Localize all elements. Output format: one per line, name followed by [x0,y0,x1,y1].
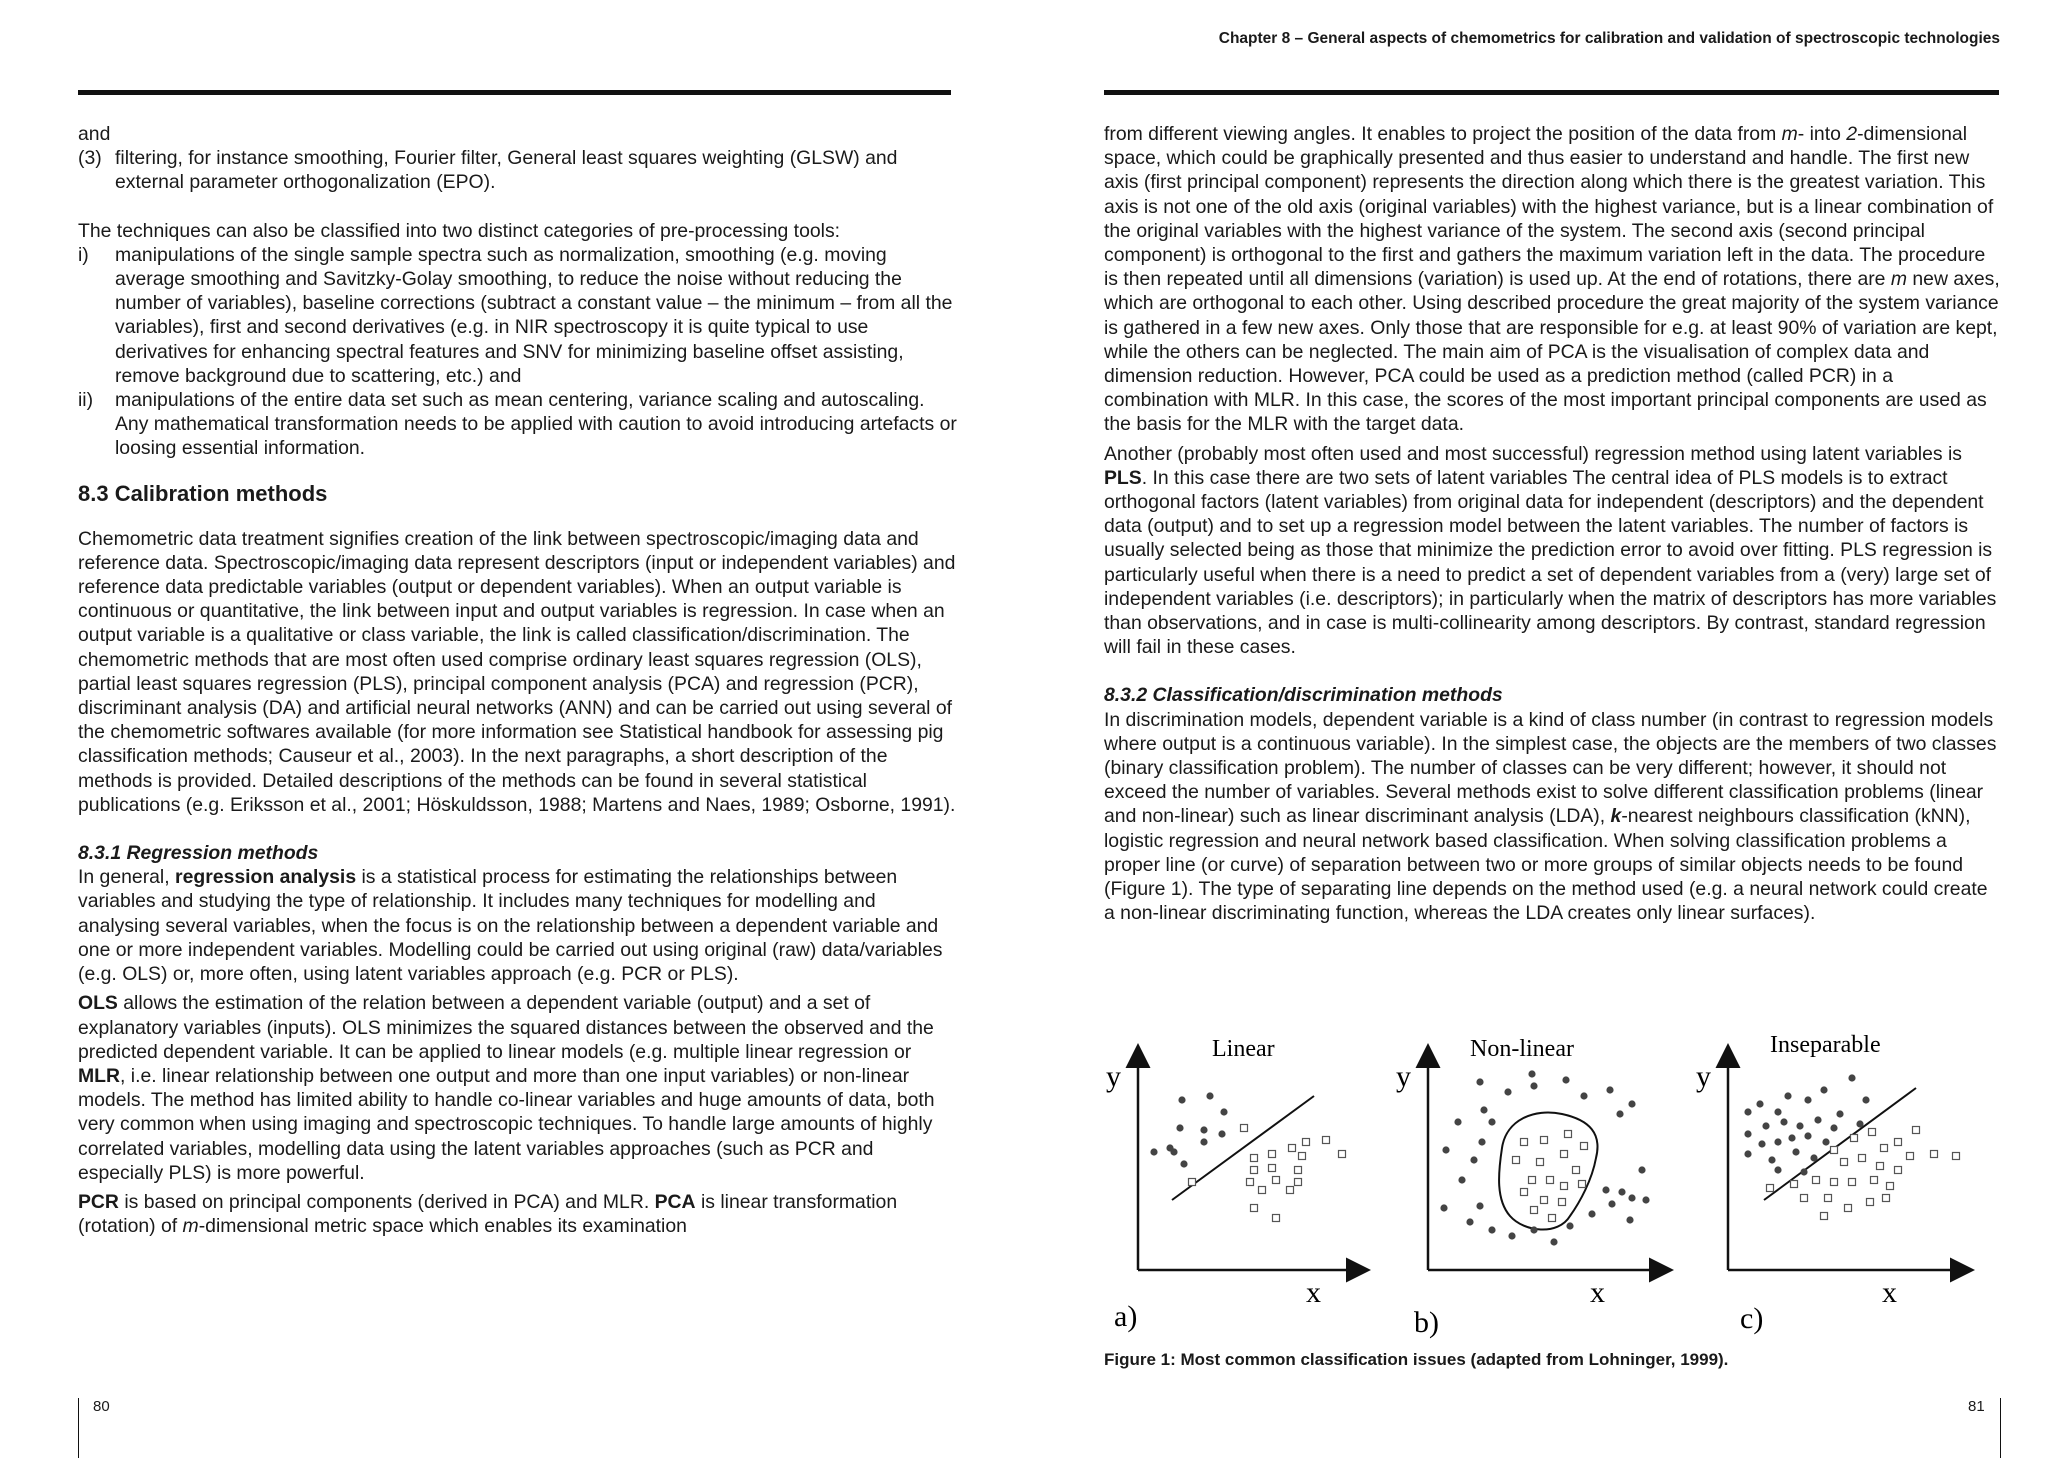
dot-marker [1566,1222,1573,1229]
dot-marker [1744,1108,1751,1115]
square-marker [1859,1155,1866,1162]
square-marker [1273,1177,1280,1184]
square-marker [1287,1187,1294,1194]
list-text: manipulations of the single sample spectra such as normalization, smoothing (e.g. moving average smoothing and Savitzky-Golay smoothing, to reduce the noise without reducing the number of variables), baseline corrections (subtract a constant value – the minimum – from all the variables), first and second derivatives (e.g. in NIR spectroscopy it is quite typical to use derivatives for enhancing spectral features and SNV for minimizing baseline offset assisting, remove background due to scattering, etc.) and [115,243,953,387]
dot-marker [1550,1238,1557,1245]
dot-marker [1166,1144,1173,1151]
dot-marker [1814,1116,1821,1123]
dot-marker [1200,1126,1207,1133]
panel-non-linear [1396,1036,1669,1339]
square-marker [1241,1125,1248,1132]
dot-marker [1618,1188,1625,1195]
y-axis-label: y [1696,1060,1711,1093]
square-marker [1251,1205,1258,1212]
square-marker [1791,1181,1798,1188]
dot-marker [1466,1218,1473,1225]
square-marker [1537,1159,1544,1166]
dot-marker [1856,1120,1863,1127]
section-heading-8-3: 8.3 Calibration methods [78,480,328,506]
classification-figure [1094,1030,2014,1350]
x-axis-label: x [1882,1276,1897,1309]
panel-letter: a) [1114,1300,1138,1333]
square-marker [1581,1143,1588,1150]
square-marker [1559,1199,1566,1206]
square-marker [1339,1151,1346,1158]
square-marker [1931,1151,1938,1158]
square-marker [1801,1195,1808,1202]
square-marker [1881,1145,1888,1152]
dot-marker [1608,1200,1615,1207]
dot-marker [1638,1166,1645,1173]
and-text: and [78,123,111,145]
page-edge-line-left [78,1398,79,1458]
dot-marker [1454,1118,1461,1125]
square-marker [1289,1145,1296,1152]
dot-marker [1588,1210,1595,1217]
square-marker [1521,1139,1528,1146]
dot-marker [1508,1232,1515,1239]
dot-marker [1628,1100,1635,1107]
pca-continuation: from different viewing angles. It enables to project the position of the data from m- into 2-dimensional space, which could be graphically presented and thus easier to understand and handle. The first new axis (first principal component) represents the direction along which there is the greatest variation. This axis is not one of the old axis (original variables) with the highest variance, but is a linear combination of the original variables with the highest variance of the system. The second axis (second principal component) is orthogonal to the first and gathers the maximum variation left in the data. The procedure is then repeated until all dimensions (variation) is used up. At the end of rotations, there are m new axes, which are orthogonal to each other. Using described procedure the great majority of the system variance is gathered in a few new axes. Only those that are responsible for e.g. at least 90% of variation are kept, while the others can be neglected. The main aim of PCA is the visualisation of complex data and dimension reduction. However, PCA could be used as a prediction method (called PCR) in a combination with MLR. In this case, the scores of the most important principal components are used as the basis for the MLR with the target data. [1104,123,2000,436]
dot-marker [1530,1226,1537,1233]
square-marker [1251,1155,1258,1162]
dot-marker [1820,1086,1827,1093]
square-marker [1189,1179,1196,1186]
pcr-paragraph: PCR is based on principal components (derived in PCA) and MLR. PCA is linear transformation (rotation) of m-dimensional metric space which enables its examination [78,1190,898,1238]
separating-curve [1499,1112,1597,1229]
dot-marker [1562,1076,1569,1083]
dot-marker [1580,1092,1587,1099]
square-marker [1883,1195,1890,1202]
regression-paragraph: In general, regression analysis is a statistical process for estimating the relationships between variables and studying the type of relationship. It includes many techniques for modelling and analysing several variables, when the focus is on the relationship between a dependent variable and one or more independent variables. Modelling could be carried out using original (raw) data/variables (e.g. OLS) or, more often, using latent variables approach (e.g. PCR or PLS). [78,866,943,986]
square-marker [1565,1131,1572,1138]
dot-marker [1830,1124,1837,1131]
square-marker [1529,1177,1536,1184]
square-marker [1867,1199,1874,1206]
dot-marker [1476,1202,1483,1209]
square-marker [1323,1137,1330,1144]
dot-marker [1606,1086,1613,1093]
square-marker [1869,1129,1876,1136]
dot-marker [1504,1088,1511,1095]
subsection-heading-8-3-1: 8.3.1 Regression methods [78,842,319,865]
list-text: filtering, for instance smoothing, Fourier filter, General least squares weighting (GLSW) and external parameter orthogonalization (EPO). [115,147,898,194]
square-marker [1871,1177,1878,1184]
square-marker [1561,1183,1568,1190]
y-axis-label: y [1396,1060,1411,1093]
panel-title: Non-linear [1470,1036,1574,1062]
top-rule-left [78,90,951,95]
square-marker [1895,1139,1902,1146]
dot-marker [1804,1096,1811,1103]
dot-marker [1774,1138,1781,1145]
dot-marker [1788,1134,1795,1141]
dot-marker [1762,1122,1769,1129]
list-item-3 [78,146,958,194]
square-marker [1547,1177,1554,1184]
dot-marker [1642,1196,1649,1203]
list-marker: (3) [78,147,102,170]
dot-marker [1848,1074,1855,1081]
list-marker: i) [78,243,89,266]
dot-marker [1796,1122,1803,1129]
dot-marker [1488,1226,1495,1233]
top-rule-right [1104,90,1999,95]
chemometric-paragraph: Chemometric data treatment signifies creation of the link between spectroscopic/imaging data and reference data. Spectroscopic/imaging data represent descriptors (input or independent variables) and reference data predictable variables (output or dependent variables). When an output variable is continuous or quantitative, the link between input and output variables is regression. In case when an output variable is a qualitative or class variable, the link is called classification/discrimination. The chemometric methods that are most often used comprise ordinary least squares regression (OLS), partial least squares regression (PLS), principal component analysis (PCA) and regression (PCR), discriminant analysis (DA) and artificial neural networks (ANN) and can be carried out using several of the chemometric softwares available (for more information see Statistical handbook for assessing pig classification methods; Causeur et al., 2003). In the next paragraphs, a short description of the methods is provided. Detailed descriptions of the methods can be found in several statistical publications (e.g. Eriksson et al., 2001; Höskuldsson, 1988; Martens and Naes, 1989; Osborne, 1991). [78,527,956,816]
square-marker [1541,1197,1548,1204]
panel-letter: b) [1414,1306,1439,1339]
pls-paragraph: Another (probably most often used and most successful) regression method using latent variables is PLS. In this case there are two sets of latent variables The central idea of PLS models is to extract orthogonal factors (latent variables) from original data for independent (descriptors) and the dependent data (output) and to set up a regression model between the latent variables. The number of factors is usually selected being as those that minimize the prediction error to avoid over fitting. PLS regression is particularly useful when there is a need to predict a set of dependent variables from a (very) large set of independent variables (i.e. descriptors); in particularly when the matrix of descriptors has more variables than observations, and in case is multi-collinearity among descriptors. By contrast, standard regression will fail in these cases. [1104,442,1997,659]
dot-marker [1768,1156,1775,1163]
ols-paragraph: OLS allows the estimation of the relation between a dependent variable (output) and a set of explanatory variables (inputs). OLS minimizes the squared distances between the observed and the predicted dependent variable. It can be applied to linear models (e.g. multiple linear regression or MLR, i.e. linear relationship between one output and more than one input variables) or non-linear models. The method has limited ability to handle co-linear variables and huge amounts of data, both very common when using imaging and spectroscopic techniques. To handle large amounts of highly correlated variables, modelling data using the latent variables approaches (such as PCR and especially PLS) is more powerful. [78,992,935,1184]
square-marker [1821,1213,1828,1220]
dot-marker [1616,1110,1623,1117]
square-marker [1299,1153,1306,1160]
dot-marker [1774,1166,1781,1173]
square-marker [1521,1189,1528,1196]
square-marker [1579,1181,1586,1188]
square-marker [1549,1215,1556,1222]
square-marker [1831,1147,1838,1154]
panel-inseparable [1696,1032,1970,1335]
dot-marker [1792,1148,1799,1155]
square-marker [1825,1195,1832,1202]
dot-marker [1150,1148,1157,1155]
dot-marker [1442,1146,1449,1153]
square-marker [1813,1177,1820,1184]
classification-paragraph: In discrimination models, dependent variable is a kind of class number (in contrast to regression models where output is a continuous variable). In the simplest case, the objects are the members of two classes (binary classification problem). The number of classes can be very different; however, it should not exceed the number of variables. Several methods exist to solve different classification problems (linear and non-linear) such as linear discriminant analysis (LDA), k-nearest neighbours classification (kNN), logistic regression and neural network based classification. When solving classification problems a proper line (or curve) of separation between two or more groups of similar objects needs to be found (Figure 1). The type of separating line depends on the method used (e.g. a neural network could create a non-linear discriminating function, whereas the LDA creates only linear surfaces). [1104,708,1997,925]
square-marker [1541,1137,1548,1144]
dot-marker [1480,1106,1487,1113]
square-marker [1513,1157,1520,1164]
dot-marker [1744,1150,1751,1157]
right-page-content [1104,122,2002,926]
panel-title: Inseparable [1770,1032,1881,1058]
square-marker [1767,1185,1774,1192]
dot-marker [1458,1176,1465,1183]
list-item-i [78,243,958,388]
panel-linear [1106,1036,1366,1333]
square-marker [1913,1127,1920,1134]
square-marker [1303,1139,1310,1146]
dot-marker [1218,1130,1225,1137]
dot-marker [1200,1138,1207,1145]
square-marker [1295,1179,1302,1186]
panel-letter: c) [1740,1302,1764,1335]
square-marker [1273,1215,1280,1222]
square-marker [1845,1205,1852,1212]
dot-marker [1176,1124,1183,1131]
right-page [1024,0,2048,1458]
page-number-left: 80 [93,1398,110,1415]
list-text: manipulations of the entire data set such as mean centering, variance scaling and autoscaling. Any mathematical transformation needs to be applied with caution to avoid introducing artefacts or loosing essential information. [115,389,957,460]
dot-marker [1758,1140,1765,1147]
dot-marker [1206,1092,1213,1099]
square-marker [1907,1153,1914,1160]
techniques-intro: The techniques can also be classified into two distinct categories of pre-processing tools: [78,219,841,242]
figure-caption: Figure 1: Most common classification issues (adapted from Lohninger, 1999). [1104,1350,1729,1369]
dot-marker [1220,1108,1227,1115]
dot-marker [1628,1194,1635,1201]
dot-marker [1810,1154,1817,1161]
dot-marker [1862,1096,1869,1103]
square-marker [1831,1179,1838,1186]
square-marker [1259,1187,1266,1194]
dot-marker [1784,1092,1791,1099]
x-axis-label: x [1590,1276,1605,1309]
page-number-right: 81 [1968,1398,1985,1415]
dot-marker [1744,1130,1751,1137]
page-edge-line-right [2000,1398,2001,1458]
square-marker [1851,1135,1858,1142]
list-marker: ii) [78,389,94,412]
list-item-ii [78,388,958,461]
square-marker [1251,1167,1258,1174]
dot-marker [1602,1186,1609,1193]
square-marker [1849,1179,1856,1186]
square-marker [1247,1179,1254,1186]
dot-marker [1774,1108,1781,1115]
dot-marker [1804,1132,1811,1139]
running-header: Chapter 8 – General aspects of chemometrics for calibration and validation of spectroscopic technologies [1218,30,2000,47]
square-marker [1877,1163,1884,1170]
square-marker [1573,1167,1580,1174]
dot-marker [1800,1168,1807,1175]
dot-marker [1822,1138,1829,1145]
square-marker [1841,1159,1848,1166]
dot-marker [1478,1138,1485,1145]
left-page-content [78,122,958,1238]
subsection-heading-8-3-2: 8.3.2 Classification/discrimination methods [1104,684,1503,707]
square-marker [1295,1167,1302,1174]
dot-marker [1488,1118,1495,1125]
square-marker [1561,1151,1568,1158]
dot-marker [1180,1160,1187,1167]
y-axis-label: y [1106,1060,1121,1093]
dot-marker [1440,1204,1447,1211]
dot-marker [1780,1118,1787,1125]
square-marker [1887,1183,1894,1190]
square-marker [1531,1207,1538,1214]
dot-marker [1626,1216,1633,1223]
panel-title: Linear [1212,1036,1275,1062]
dot-marker [1530,1082,1537,1089]
dot-marker [1178,1096,1185,1103]
square-marker [1895,1167,1902,1174]
dot-marker [1836,1110,1843,1117]
square-marker [1953,1153,1960,1160]
dot-marker [1756,1100,1763,1107]
dot-marker [1528,1070,1535,1077]
dot-marker [1476,1078,1483,1085]
square-marker [1269,1165,1276,1172]
square-marker [1269,1151,1276,1158]
dot-marker [1470,1156,1477,1163]
x-axis-label: x [1306,1276,1321,1309]
